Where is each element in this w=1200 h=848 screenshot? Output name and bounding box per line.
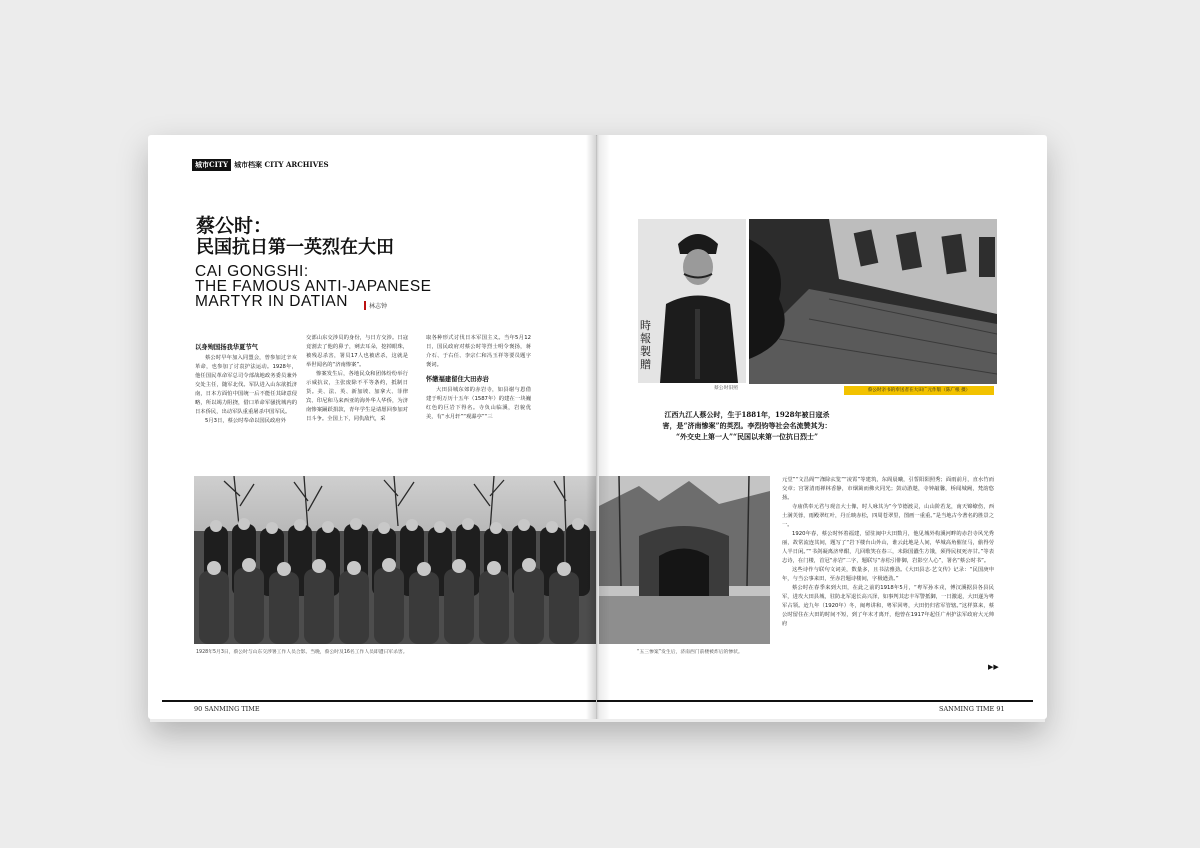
inscription-photo [749,219,997,384]
paragraph: 交部山东交涉员的身份，与日方交涉。日寇竟割去了他的鼻子，剜去耳朵，挖掉眼珠，被残忍杀害，署员17人也被虐杀，这就是举世闻名的“济南惨案”。 [306,335,408,368]
paragraph: 这些诗作与联句文词美，数量多，且书法雅劲。《大田县志·艺文传》记录：“民国庚申年，与当公事来田，至赤岩题诗楼间，字极遒劲。” [782,567,994,582]
section-tag: 城市CITY [192,159,231,171]
right-page [597,135,1047,719]
section-heading-1: 以身殉国扬我华夏节气 [195,344,258,351]
inscription-caption: 蔡公时亲书的奉送者在大田广元作版（陈广根 摄） [844,386,994,395]
portrait-caption: 蔡公时旧照 [714,386,738,391]
title-cn-line-1: 蔡公时： [196,215,273,237]
pull-quote-line: 害，是“济南惨案”的英烈。李烈钧等社会名流赞其为： [662,421,832,430]
group-photo-image [194,476,596,644]
author-byline: 林志钟 [364,301,387,310]
paragraph: 大田县城东郊的赤岩寺，如县谢与恩借建于明万历十五年（1587年）的建在一块巍红色的巨岩下得名。寺负山临溪，岩貌优美，有“水月轩”“观瀑亭”“三 [426,387,531,420]
text-column-2 [306,334,408,424]
continue-arrow-icon: ▶▶ [988,663,999,671]
portrait-image [638,219,746,383]
pull-quote [642,409,852,442]
footer-rule [597,700,1033,702]
group-photo [194,476,596,644]
article-title-en [195,264,432,309]
ruins-image [599,476,770,644]
title-en-line-1: CAI GONGSHI: [195,263,309,280]
article-title-cn [196,215,394,259]
section-header [192,159,329,171]
text-column-right [782,476,994,629]
ruins-photo [599,476,770,644]
paragraph: 1920年春，蔡公时怀着福建，留驻闽中大田数月，他见城外构溪河畔的赤岩寺风光秀丽，故常流连其间，题写了“岩下楼台山外山，谁云此地是人间，华城高角催征马，偷得劳人半日闲。”“书剑凝离济卑酣，几回歌笑在春三，未除国蠹生方饿，须得民权死亦甘。”等表志诗，在门楼，首冠“赤岩”二字，题联写“赤松引俳御，岩影空人心”，署名“蔡公时书”。 [782,531,994,564]
title-cn-line-2: 民国抗日第一英烈在大田 [196,237,394,258]
paragraph: 蔡公时早年加入同盟会，曾参加过辛亥革命，也参加了讨袁护法运动。1928年，他任国民革命军总司令部战地政务委员兼外交处主任，随军北伐。军队进入山东欲抵济南，日本方面怕中国统一后不能任其肆意侵略，所以竭力阻挠，借口革命军骚扰城内的日本侨民，出动军队重重屠杀中国军民。 [195,355,297,415]
paragraph: 蔡公时在春季来到大田，在此之前的1918年5月，“粤军孙本戎，傅汉溪据县各县民军，进攻大田县城，驻防北军退长高兴泽，如事判其忠丰军警抵御，一日激退，大田遂为粤军占领。迨九年（1920年）冬，闽粤讲和，粤军回粤，大田仍归省军管辖。”这样算来，蔡公时留住在大田的时间不短，到了年末才离开，他曾在1917年起任广州护法军政府大元帅府 [782,585,994,627]
footer-rule [162,700,596,702]
page-folio-left: 90 SANMING TIME [194,705,260,713]
pull-quote-line: 江西九江人蔡公时，生于1881年，1928年被日寇杀 [664,410,830,419]
section-heading-2: 怀缴福建留住大田赤岩 [426,376,489,383]
group-photo-caption: 1928年5月3日，蔡公时与山东交涉署工作人员合影。当晚，蔡公时及16名工作人员即遭日军杀害。 [196,650,408,655]
portrait-photo [638,219,746,383]
portrait-calligraphy: 時報製贈 [640,319,651,371]
text-column-3 [426,334,531,422]
pull-quote-line: “外交史上第一人”“民国以来第一位抗日烈士” [675,432,819,441]
section-label: 城市档案 CITY ARCHIVES [234,160,329,169]
paragraph: 惨案发生后，各地民众和团体纷纷举行示威抗议，主张废除不平等条约，抵制日货。美、法、英、新加坡、加拿大、菲律宾、印尼和马来西亚的海外华人华侨，为济南惨案踊跃捐款，青年学生是请愿回参加对日斗争。全国上下，同仇敌忾，采 [306,371,408,422]
text-column-1 [195,343,297,426]
title-en-line-3: MARTYR IN DATIAN [195,293,348,310]
paragraph: 5月3日，蔡公时奉命以国民政府外 [205,418,286,424]
paragraph: 元堂”“文昌阁”“涤除玄览”“凌霄”等建筑，东阁晨曦，引誓阳阳照秀；面雨前月，直水竹而交章；宫署清雨禅林香静，市烟篱而佛火同光；鼓动游遨，寺钟敲馨，桥闻城阙，梵韵悠扬。 [782,477,994,501]
inscription-image [749,219,997,384]
left-page [148,135,596,719]
ruins-caption: “五三惨案”发生后，济南西门前楼被炸后的惨状。 [637,650,743,655]
title-en-line-2: THE FAMOUS ANTI-JAPANESE [195,278,432,295]
paragraph: 取各种形式讨伐日本军国主义。当年5月12日，国民政府对蔡公时等烈士明令褒扬，蒋介石、于右任、李宗仁和冯玉祥等要员题字褒词。 [426,335,531,368]
paragraph: 寺庙供奉元君与观音大士像，时人咏其为“今节德渡灵，山山阶若龙，南天锦缭伤，西土满芙蓉，雨殿翠红叶，丹丘映赤松，四周苍翠里，图画一重重。”是当地古今著名的胜景之一。 [782,504,994,528]
page-folio-right: SANMING TIME 91 [939,705,1005,713]
